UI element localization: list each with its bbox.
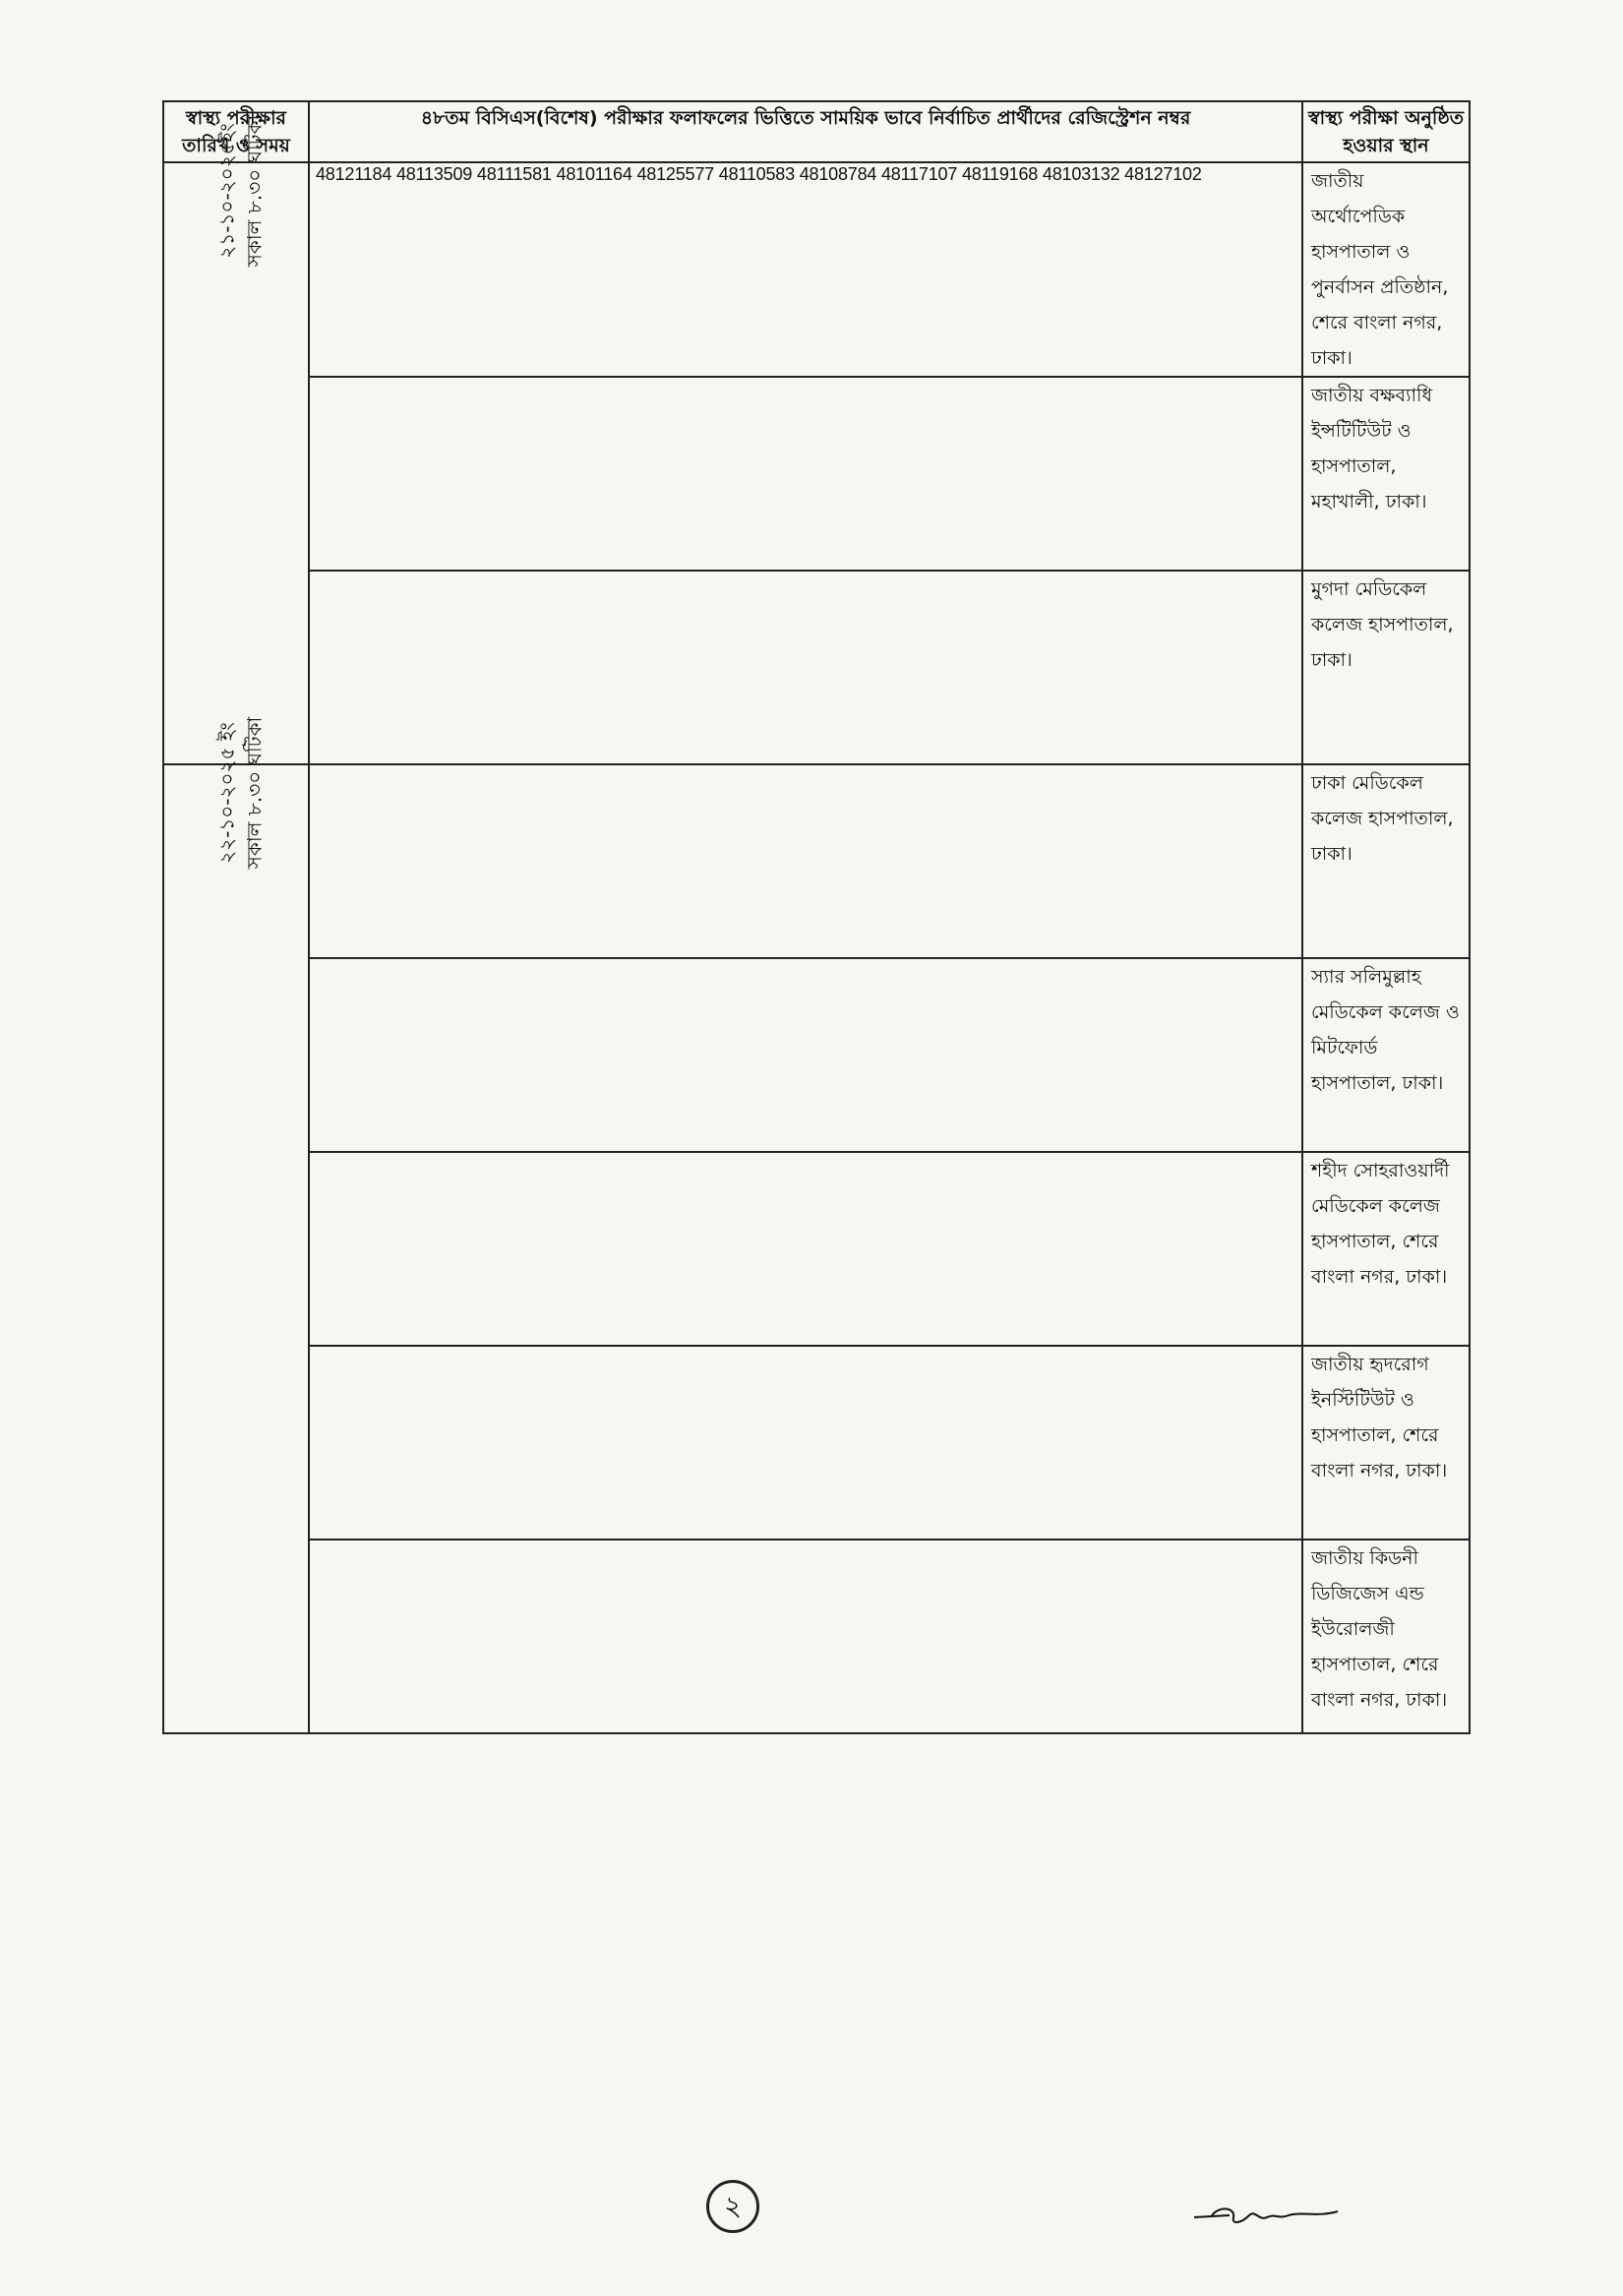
numbers-cell (309, 162, 1302, 377)
registration-number-row (316, 1424, 1295, 1443)
session-date-time (212, 717, 268, 870)
registration-number-row (316, 1155, 1295, 1174)
registration-number-row (316, 767, 1295, 786)
session-time: সকাল ৮.৩০ ঘটিকা (242, 716, 267, 870)
registration-number-row (316, 1406, 1295, 1424)
session-time: সকাল ৮.৩০ ঘটিকা (242, 114, 267, 268)
registration-number-row (316, 1075, 1295, 1094)
registration-number-row (316, 298, 1295, 317)
registration-number-row (316, 1694, 1295, 1713)
registration-number-row (316, 241, 1295, 260)
registration-number-row (316, 688, 1295, 706)
venue-cell: জাতীয় বক্ষব্যাধি ইন্সটিটিউট ও হাসপাতাল, মহাখালী, ঢাকা। (1302, 377, 1470, 571)
signature-icon (1190, 2204, 1348, 2233)
registration-number-row (316, 1349, 1295, 1367)
header-row (163, 101, 1470, 162)
venue-cell: শহীদ সোহরাওয়ার্দী মেডিকেল কলেজ হাসপাতাল, শেরে বাংলা নগর, ঢাকা। (1302, 1152, 1470, 1346)
registration-number-row (316, 1288, 1295, 1306)
registration-number-row (316, 1618, 1295, 1637)
venue-cell: মুগদা মেডিকেল কলেজ হাসপাতাল, ঢাকা। (1302, 571, 1470, 764)
session-date: ২১-১০-২০২৫ইং (214, 123, 239, 259)
registration-number-row (316, 1713, 1295, 1731)
registration-number-row (316, 668, 1295, 687)
venue-cell: স্যার সলিমুল্লাহ মেডিকেল কলেজ ও মিটফোর্ড হাসপাতাল, ঢাকা। (1302, 958, 1470, 1152)
numbers-cell (309, 1346, 1302, 1540)
registration-number-row: 48121184 48113509 48111581 48101164 48125577 48110583 48108784 48117107 48119168 48103132 48127102 (316, 165, 1202, 184)
venue-cell: ঢাকা মেডিকেল কলেজ হাসপাতাল, ঢাকা। (1302, 764, 1470, 958)
numbers-cell (309, 1540, 1302, 1733)
registration-number-row (316, 455, 1295, 474)
session-date-time-cell (163, 716, 309, 1733)
group-row (163, 1346, 1470, 1540)
registration-number-row (316, 418, 1295, 437)
registration-number-row (316, 1463, 1295, 1481)
registration-number-row (316, 1542, 1295, 1561)
numbers-cell (309, 958, 1302, 1152)
group-row (163, 1540, 1470, 1733)
registration-number-row (316, 745, 1295, 763)
registration-number-row (316, 1192, 1295, 1211)
numbers-cell (309, 764, 1302, 958)
group-row (163, 571, 1470, 764)
registration-number-row (316, 474, 1295, 493)
registration-number-row (316, 222, 1295, 241)
registration-number-row (316, 1306, 1295, 1325)
registration-number-row (316, 1481, 1295, 1500)
registration-number-row (316, 1037, 1295, 1056)
venue-cell: জাতীয় কিডনী ডিজিজেস এন্ড ইউরোলজী হাসপাতাল, শেরে বাংলা নগর, ঢাকা। (1302, 1540, 1470, 1733)
numbers-cell (309, 1152, 1302, 1346)
registration-number-row (316, 1561, 1295, 1580)
registration-number-row (316, 706, 1295, 725)
venue-cell: জাতীয় হৃদরোগ ইনস্টিটিউট ও হাসপাতাল, শেরে বাংলা নগর, ঢাকা। (1302, 1346, 1470, 1540)
header-date-time: স্বাস্থ্য পরীক্ষার তারিখ ও সময় (163, 101, 309, 162)
registration-number-row (316, 1249, 1295, 1268)
registration-number-row (316, 336, 1295, 355)
registration-number-row (316, 612, 1295, 631)
registration-number-row (316, 1520, 1295, 1539)
registration-number-row (316, 961, 1295, 980)
registration-number-row (316, 1094, 1295, 1113)
registration-number-row (316, 938, 1295, 957)
group-row (163, 764, 1470, 958)
registration-number-row (316, 1675, 1295, 1694)
group-row (163, 377, 1470, 571)
registration-number-row (316, 1657, 1295, 1675)
registration-number-row (316, 725, 1295, 744)
registration-number-row (316, 1443, 1295, 1462)
registration-number-row (316, 631, 1295, 649)
registration-number-row (316, 184, 1295, 203)
registration-number-row (316, 531, 1295, 550)
registration-number-row (316, 1326, 1295, 1345)
registration-number-row (316, 1056, 1295, 1074)
registration-number-row (316, 900, 1295, 919)
registration-number-row (316, 494, 1295, 513)
registration-number-row (316, 919, 1295, 937)
header-registration-numbers: ৪৮তম বিসিএস(বিশেষ) পরীক্ষার ফলাফলের ভিত্তিতে সাময়িক ভাবে নির্বাচিত প্রার্থীদের রেজিস্ট্রেশন নম্বর (309, 101, 1302, 162)
session-date-time (212, 115, 268, 268)
registration-table (162, 100, 1471, 1734)
registration-number-row (316, 398, 1295, 417)
registration-number-row (316, 1174, 1295, 1192)
registration-number-row (316, 574, 1295, 592)
registration-number-row (316, 843, 1295, 862)
registration-number-row (316, 317, 1295, 335)
registration-number-row (316, 1367, 1295, 1386)
page-number: ২ (706, 2180, 759, 2233)
registration-number-row (316, 1018, 1295, 1037)
registration-number-row (316, 786, 1295, 805)
registration-number-row (316, 513, 1295, 531)
registration-number-row (316, 649, 1295, 668)
numbers-cell (309, 571, 1302, 764)
registration-number-row (316, 1231, 1295, 1249)
registration-number-row (316, 204, 1295, 222)
registration-number-row (316, 1580, 1295, 1599)
registration-number-row (316, 1113, 1295, 1131)
registration-number-row (316, 260, 1295, 278)
registration-number-row (316, 1637, 1295, 1656)
registration-number-row (316, 1269, 1295, 1288)
numbers-cell (309, 377, 1302, 571)
header-venue: স্বাস্থ্য পরীক্ষা অনুষ্ঠিত হওয়ার স্থান (1302, 101, 1470, 162)
registration-number-row (316, 1500, 1295, 1519)
registration-number-row (316, 380, 1295, 398)
registration-number-row (316, 592, 1295, 611)
venue-cell: জাতীয় অর্থোপেডিক হাসপাতাল ও পুনর্বাসন প্রতিষ্ঠান, শেরে বাংলা নগর, ঢাকা। (1302, 162, 1470, 377)
registration-number-row (316, 999, 1295, 1018)
registration-number-row (316, 824, 1295, 843)
registration-number-row (316, 437, 1295, 455)
registration-number-row (316, 881, 1295, 900)
registration-number-row (316, 980, 1295, 998)
session-date: ২২-১০-২০২৫ ইং (214, 722, 239, 864)
registration-number-row (316, 1212, 1295, 1231)
registration-number-row (316, 279, 1295, 298)
registration-number-row (316, 551, 1295, 570)
registration-number-row (316, 1386, 1295, 1405)
registration-number-row (316, 862, 1295, 880)
group-row (163, 958, 1470, 1152)
group-row (163, 1152, 1470, 1346)
registration-number-row (316, 1132, 1295, 1151)
group-row (163, 162, 1470, 377)
registration-number-row (316, 1600, 1295, 1618)
registration-number-row (316, 806, 1295, 824)
